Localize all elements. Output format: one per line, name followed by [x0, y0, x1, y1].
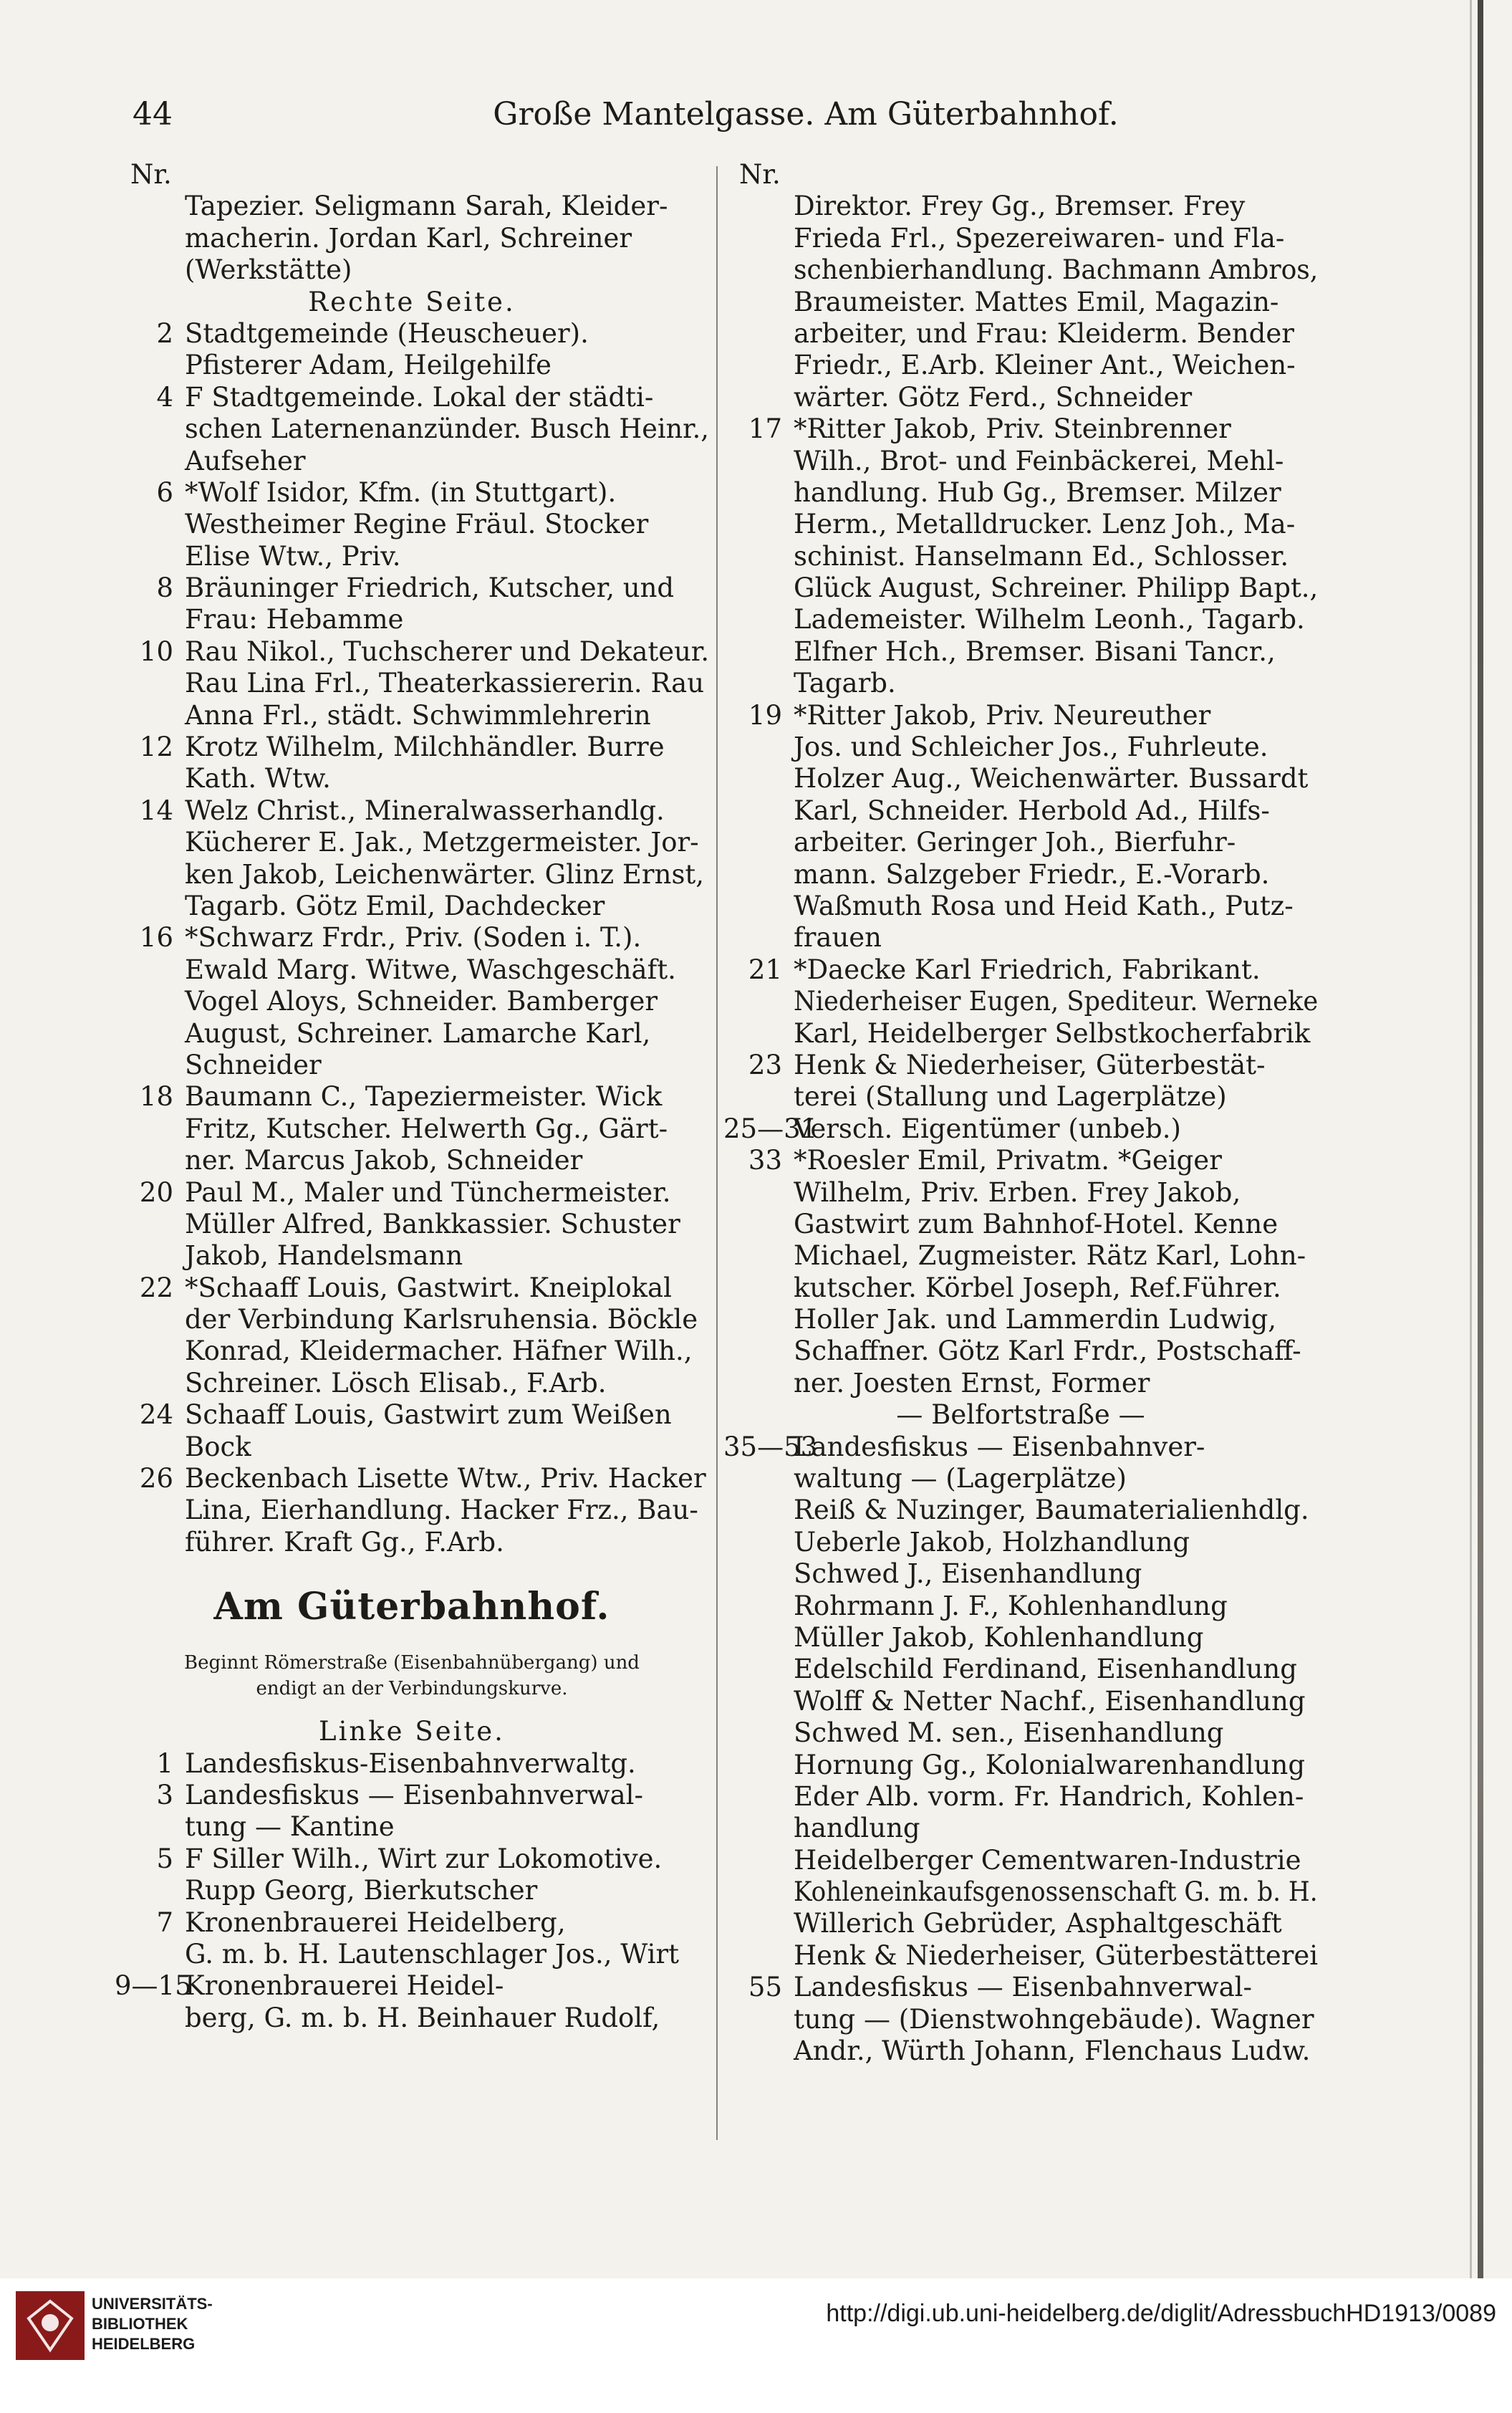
directory-line [115, 668, 709, 699]
directory-line [115, 1811, 709, 1843]
directory-line [723, 700, 1318, 731]
entry-text: Schneider [185, 1049, 322, 1080]
entry-text: Kronenbrauerei Heidel- [185, 1970, 504, 2002]
entry-text: Tagarb. Götz Emil, Dachdecker [185, 890, 605, 921]
directory-line [115, 891, 709, 922]
entry-text: Versch. Eigentümer (unbeb.) [794, 1113, 1181, 1144]
entry-text: Bräuninger Friedrich, Kutscher, und [185, 572, 675, 604]
entry-text: Wilhelm, Priv. Erben. Frey Jakob, [794, 1176, 1241, 1208]
entry-text: Karl, Schneider. Herbold Ad., Hilfs- [794, 795, 1270, 826]
entry-text: Landesfiskus — Eisenbahnverwal- [794, 1972, 1252, 2003]
entry-text: waltung — (Lagerplätze) [794, 1463, 1127, 1495]
directory-line [723, 541, 1318, 572]
entry-text: Frieda Frl., Spezereiwaren- und Fla- [794, 222, 1285, 254]
entry-text: führer. Kraft Gg., F.Arb. [185, 1526, 504, 1558]
entry-text: Landesfiskus-Eisenbahnverwaltg. [185, 1747, 636, 1779]
entry-text: Rau Nikol., Tuchscherer und Dekateur. [185, 635, 710, 667]
directory-line [115, 1081, 709, 1113]
directory-line [115, 1177, 709, 1209]
house-number: 2 [156, 317, 173, 349]
entry-text: *Wolf Isidor, Kfm. (in Stuttgart). [185, 476, 617, 508]
directory-line [115, 350, 709, 381]
entry-text: schinist. Hanselmann Ed., Schlosser. [794, 540, 1289, 572]
entry-text: F Stadtgemeinde. Lokal der städti- [185, 381, 654, 413]
entry-text: Paul M., Maler und Tünchermeister. [185, 1176, 671, 1208]
directory-line [723, 1908, 1318, 1939]
university-seal-icon [16, 2291, 85, 2360]
directory-line [723, 1463, 1318, 1495]
directory-line [115, 477, 709, 509]
entry-text: Jos. und Schleicher Jos., Fuhrleute. [794, 731, 1268, 763]
directory-line [723, 1272, 1318, 1304]
entry-text: handlung. Hub Gg., Bremser. Milzer [794, 476, 1281, 508]
section-title: Am Güterbahnhof. [213, 1585, 610, 1629]
entry-text: G. m. b. H. Lautenschlager Jos., Wirt [185, 1938, 680, 1970]
directory-line [723, 382, 1318, 413]
left-entries [115, 159, 709, 1558]
entry-text: Beckenbach Lisette Wtw., Priv. Hacker [185, 1463, 706, 1495]
directory-line [115, 859, 709, 891]
entry-text: arbeiter. Geringer Joh., Bierfuhr- [794, 827, 1236, 858]
directory-line [723, 1431, 1318, 1463]
directory-line [723, 1845, 1318, 1876]
column-divider [716, 166, 718, 2140]
entry-text: Friedr., E.Arb. Kleiner Ant., Weichen- [794, 350, 1296, 381]
directory-line [723, 1686, 1318, 1717]
directory-line [723, 191, 1318, 222]
entry-text: *Roesler Emil, Privatm. *Geiger [794, 1145, 1222, 1176]
directory-line [723, 668, 1318, 699]
directory-line [115, 795, 709, 827]
entry-text: Tagarb. [794, 668, 896, 699]
entry-text: Kath. Wtw. [185, 763, 331, 795]
directory-line [723, 2035, 1318, 2067]
page-number: 44 [133, 96, 173, 133]
logo-line: UNIVERSITÄTS- [92, 2295, 213, 2313]
entry-text: — Belfortstraße — [896, 1399, 1145, 1431]
directory-line [723, 350, 1318, 381]
entry-text: Müller Alfred, Bankkassier. Schuster [185, 1208, 680, 1239]
directory-line [115, 223, 709, 254]
logo-line: HEIDELBERG [92, 2335, 196, 2353]
entry-text: schenbierhandlung. Bachmann Ambros, [794, 254, 1319, 286]
directory-line [115, 604, 709, 635]
directory-line [723, 1750, 1318, 1781]
directory-line [723, 1940, 1318, 1972]
directory-line [723, 223, 1318, 254]
house-number: 1 [156, 1747, 173, 1779]
house-number: 16 [139, 922, 173, 954]
entry-text: Braumeister. Mattes Emil, Magazin- [794, 286, 1279, 317]
directory-line [723, 2004, 1318, 2035]
directory-line [115, 1209, 709, 1240]
house-number: 4 [156, 381, 173, 413]
directory-line [115, 1875, 709, 1906]
directory-line [723, 1876, 1318, 1908]
left-entries-continued [115, 1716, 709, 2034]
directory-line [115, 763, 709, 795]
directory-line [115, 1907, 709, 1939]
entry-text: kutscher. Körbel Joseph, Ref.Führer. [794, 1272, 1281, 1303]
entry-text: Tapezier. Seligmann Sarah, Kleider- [185, 191, 668, 222]
directory-line [723, 254, 1318, 286]
page-header [133, 92, 1407, 143]
directory-line [723, 1018, 1318, 1050]
directory-line [723, 986, 1318, 1017]
directory-line [115, 1272, 709, 1304]
directory-line [115, 191, 709, 222]
directory-line [723, 1240, 1318, 1272]
entry-text: Rupp Georg, Bierkutscher [185, 1875, 538, 1906]
entry-text: Niederheiser Eugen, Spediteur. Werneke [794, 986, 1319, 1017]
directory-line [723, 1495, 1318, 1526]
entry-text: der Verbindung Karlsruhensia. Böckle [185, 1304, 698, 1335]
directory-line [115, 509, 709, 540]
entry-text: mann. Salzgeber Friedr., E.-Vorarb. [794, 858, 1270, 890]
directory-line [723, 1209, 1318, 1240]
entry-text: Krotz Wilhelm, Milchhändler. Burre [185, 731, 665, 763]
entry-text: Karl, Heidelberger Selbstkocherfabrik [794, 1017, 1311, 1049]
entry-text: *Schwarz Frdr., Priv. (Soden i. T.). [185, 922, 642, 954]
house-number: 8 [156, 572, 173, 604]
directory-line [115, 1304, 709, 1335]
entry-text: Baumann C., Tapeziermeister. Wick [185, 1081, 663, 1113]
entry-text: schen Laternenanzünder. Busch Heinr., [185, 413, 709, 445]
number-column-label [723, 159, 1318, 191]
entry-text: Holler Jak. und Lammerdin Ludwig, [794, 1304, 1277, 1335]
section-intro-line: Beginnt Römerstraße (Eisenbahnübergang) und [184, 1652, 640, 1674]
entry-text: (Werkstätte) [185, 254, 352, 286]
entry-text: Rechte Seite. [308, 286, 516, 317]
entry-text: Landesfiskus — Eisenbahnver- [794, 1431, 1205, 1462]
entry-text: Wilh., Brot- und Feinbäckerei, Mehl- [794, 445, 1284, 476]
directory-line [723, 1177, 1318, 1209]
directory-line [115, 700, 709, 731]
house-number: 6 [156, 476, 173, 508]
directory-line [723, 318, 1318, 350]
section-title-block [115, 1571, 709, 1650]
directory-line [723, 922, 1318, 954]
house-number: 14 [139, 795, 173, 826]
entry-text: Linke Seite. [319, 1716, 505, 1747]
entry-text: tung — Kantine [185, 1811, 395, 1843]
entry-text: Landesfiskus — Eisenbahnverwal- [185, 1779, 643, 1810]
entry-text: ner. Joesten Ernst, Former [794, 1367, 1150, 1399]
entry-text: Schaffner. Götz Karl Frdr., Postschaff- [794, 1335, 1301, 1367]
entry-text: Konrad, Kleidermacher. Häfner Wilh., [185, 1335, 693, 1367]
directory-line [115, 731, 709, 763]
directory-line [115, 1050, 709, 1081]
directory-line [723, 1304, 1318, 1335]
entry-text: Elfner Hch., Bremser. Bisani Tancr., [794, 635, 1276, 667]
entry-text: Frau: Hebamme [185, 604, 404, 635]
entry-text: Ueberle Jakob, Holzhandlung [794, 1526, 1190, 1558]
page-edge [1478, 0, 1483, 2413]
entry-text: arbeiter, und Frau: Kleiderm. Bender [794, 317, 1294, 349]
house-number: 23 [748, 1049, 782, 1080]
house-number: 22 [139, 1272, 173, 1303]
entry-text: Eder Alb. vorm. Fr. Handrich, Kohlen- [794, 1780, 1304, 1812]
directory-line [115, 1431, 709, 1463]
entry-text: *Ritter Jakob, Priv. Neureuther [794, 699, 1211, 731]
entry-text: *Schaaff Louis, Gastwirt. Kneiplokal [185, 1272, 672, 1303]
entry-text: Henk & Niederheiser, Güterbestät- [794, 1049, 1266, 1080]
entry-text: Glück August, Schreiner. Philipp Bapt., [794, 572, 1319, 604]
directory-line [723, 763, 1318, 795]
directory-line [115, 636, 709, 668]
entry-text: Waßmuth Rosa und Heid Kath., Putz- [794, 890, 1294, 921]
entry-text: wärter. Götz Ferd., Schneider [794, 381, 1193, 413]
running-title: Große Mantelgasse. Am Güterbahnhof. [493, 96, 1119, 133]
entry-text: Bock [185, 1431, 251, 1462]
directory-line [723, 1654, 1318, 1685]
house-number: 17 [748, 413, 782, 445]
section-intro-line: endigt an der Verbindungskurve. [256, 1678, 568, 1700]
directory-line [723, 477, 1318, 509]
directory-line [723, 827, 1318, 858]
directory-line [115, 954, 709, 986]
directory-line [115, 1970, 709, 2002]
entry-text: Anna Frl., städt. Schwimmlehrerin [185, 699, 651, 731]
house-number: 21 [748, 954, 782, 985]
entry-text: Schreiner. Lösch Elisab., F.Arb. [185, 1367, 607, 1399]
entry-text: Nr. [130, 159, 172, 190]
house-number: 35—53 [723, 1431, 818, 1462]
directory-line [115, 382, 709, 413]
directory-line [115, 572, 709, 604]
directory-line [723, 1813, 1318, 1844]
house-number: 5 [156, 1843, 173, 1874]
directory-line [723, 1145, 1318, 1176]
house-number: 12 [139, 731, 173, 763]
entry-text: Schwed M. sen., Eisenhandlung [794, 1717, 1224, 1749]
entry-text: Willerich Gebrüder, Asphaltgeschäft [794, 1908, 1282, 1939]
entry-text: Stadtgemeinde (Heuscheuer). [185, 317, 589, 349]
entry-text: frauen [794, 922, 882, 954]
house-number: 9—15 [115, 1970, 192, 2002]
directory-line [115, 827, 709, 858]
directory-line [723, 287, 1318, 318]
entry-text: Reiß & Nuzinger, Baumaterialienhdlg. [794, 1495, 1309, 1526]
entry-text: handlung [794, 1813, 920, 1844]
right-column [723, 159, 1318, 2067]
house-number: 26 [139, 1463, 173, 1495]
directory-line [115, 1113, 709, 1145]
directory-line [115, 1748, 709, 1780]
directory-line [723, 1717, 1318, 1749]
entry-text: Kronenbrauerei Heidelberg, [185, 1906, 566, 1938]
directory-line [115, 1939, 709, 1970]
entry-text: Andr., Würth Johann, Flenchaus Ludw. [794, 2035, 1311, 2067]
directory-line [723, 1081, 1318, 1113]
directory-line [723, 1972, 1318, 2003]
directory-line [723, 954, 1318, 986]
directory-line [723, 572, 1318, 604]
entry-text: Welz Christ., Mineralwasserhandlg. [185, 795, 665, 826]
house-number: 24 [139, 1399, 173, 1431]
entry-text: Schaaff Louis, Gastwirt zum Weißen [185, 1399, 672, 1431]
entry-text: Elise Wtw., Priv. [185, 540, 401, 572]
house-number: 3 [156, 1779, 173, 1810]
directory-line [723, 1335, 1318, 1367]
directory-line [115, 1399, 709, 1431]
entry-text: Michael, Zugmeister. Rätz Karl, Lohn- [794, 1240, 1306, 1272]
entry-text: Rau Lina Frl., Theaterkassiererin. Rau [185, 668, 705, 699]
house-number: 33 [748, 1145, 782, 1176]
library-logo-text [92, 2294, 213, 2354]
entry-text: Hornung Gg., Kolonialwarenhandlung [794, 1749, 1306, 1780]
directory-line [115, 1463, 709, 1495]
entry-text: berg, G. m. b. H. Beinhauer Rudolf, [185, 2002, 660, 2033]
directory-line [115, 986, 709, 1017]
house-number: 7 [156, 1906, 173, 1938]
footer [0, 2278, 1512, 2413]
entry-text: tung — (Dienstwohngebäude). Wagner [794, 2003, 1314, 2035]
directory-line [723, 731, 1318, 763]
entry-text: macherin. Jordan Karl, Schreiner [185, 222, 632, 254]
directory-line [723, 1527, 1318, 1558]
directory-line [115, 922, 709, 954]
directory-line [723, 1558, 1318, 1590]
entry-text: Gastwirt zum Bahnhof-Hotel. Kenne [794, 1208, 1279, 1239]
directory-line [723, 859, 1318, 891]
entry-text: Heidelberger Cementwaren-Industrie [794, 1844, 1301, 1876]
house-number: 55 [748, 1972, 782, 2003]
directory-line [115, 1240, 709, 1272]
entry-text: Jakob, Handelsmann [185, 1240, 463, 1272]
entry-text: Schwed J., Eisenhandlung [794, 1558, 1142, 1590]
house-number: 25—31 [723, 1113, 818, 1144]
entry-text: Kohleneinkaufsgenossenschaft G. m. b. H. [794, 1876, 1318, 1908]
directory-line [723, 1113, 1318, 1145]
directory-line [115, 1527, 709, 1558]
directory-line [723, 891, 1318, 922]
entry-text: Nr. [739, 159, 781, 190]
entry-text: Aufseher [185, 445, 306, 476]
directory-line [723, 795, 1318, 827]
entry-text: *Daecke Karl Friedrich, Fabrikant. [794, 954, 1261, 985]
entry-text: ner. Marcus Jakob, Schneider [185, 1145, 583, 1176]
directory-line [723, 636, 1318, 668]
entry-text: Lina, Eierhandlung. Hacker Frz., Bau- [185, 1495, 698, 1526]
directory-line [115, 1495, 709, 1526]
entry-text: Pfisterer Adam, Heilgehilfe [185, 350, 552, 381]
house-number: 19 [748, 699, 782, 731]
section-intro [115, 1650, 709, 1716]
directory-line [115, 541, 709, 572]
entry-text: ken Jakob, Leichenwärter. Glinz Ernst, [185, 858, 705, 890]
entry-text: Vogel Aloys, Schneider. Bamberger [185, 986, 658, 1017]
source-url-link[interactable]: http://digi.ub.uni-heidelberg.de/diglit/AdressbuchHD1913/0089 [826, 2300, 1496, 2327]
directory-line [115, 1843, 709, 1875]
directory-line [115, 2002, 709, 2034]
entry-text: Kücherer E. Jak., Metzgermeister. Jor- [185, 827, 699, 858]
entry-text: Wolff & Netter Nachf., Eisenhandlung [794, 1685, 1306, 1717]
directory-line [115, 318, 709, 350]
house-number: 20 [139, 1176, 173, 1208]
entry-text: terei (Stallung und Lagerplätze) [794, 1081, 1227, 1113]
side-heading [115, 287, 709, 318]
side-heading [115, 1716, 709, 1747]
directory-line [723, 1622, 1318, 1654]
directory-line [115, 1145, 709, 1176]
number-column-label [115, 159, 709, 191]
directory-line [115, 254, 709, 286]
entry-text: Westheimer Regine Fräul. Stocker [185, 509, 649, 540]
directory-line [723, 509, 1318, 540]
right-entries [723, 159, 1318, 2067]
entry-text: Herm., Metalldrucker. Lenz Joh., Ma- [794, 509, 1296, 540]
directory-line [115, 1368, 709, 1399]
directory-line [723, 1368, 1318, 1399]
entry-text: *Ritter Jakob, Priv. Steinbrenner [794, 413, 1231, 445]
entry-text: Edelschild Ferdinand, Eisenhandlung [794, 1654, 1297, 1685]
directory-line [723, 604, 1318, 635]
directory-line [723, 1050, 1318, 1081]
entry-text: Lademeister. Wilhelm Leonh., Tagarb. [794, 604, 1305, 635]
page-gutter-shadow [1470, 0, 1472, 2413]
directory-line [723, 1781, 1318, 1813]
directory-line [115, 1018, 709, 1050]
directory-line [115, 446, 709, 477]
directory-line [115, 1335, 709, 1367]
directory-line [115, 1780, 709, 1811]
entry-text: Müller Jakob, Kohlenhandlung [794, 1621, 1204, 1653]
entry-text: F Siller Wilh., Wirt zur Lokomotive. [185, 1843, 663, 1874]
entry-text: Fritz, Kutscher. Helwerth Gg., Gärt- [185, 1113, 668, 1144]
logo-line: BIBLIOTHEK [92, 2315, 188, 2333]
directory-line [723, 446, 1318, 477]
house-number: 10 [139, 635, 173, 667]
entry-text: August, Schreiner. Lamarche Karl, [185, 1017, 651, 1049]
entry-text: Holzer Aug., Weichenwärter. Bussardt [794, 763, 1309, 795]
cross-street-heading [723, 1399, 1318, 1431]
house-number: 18 [139, 1081, 173, 1113]
left-column [115, 159, 709, 2034]
entry-text: Direktor. Frey Gg., Bremser. Frey [794, 191, 1246, 222]
directory-line [115, 413, 709, 445]
entry-text: Rohrmann J. F., Kohlenhandlung [794, 1590, 1228, 1621]
directory-line [723, 1591, 1318, 1622]
entry-text: Henk & Niederheiser, Güterbestätterei [794, 1939, 1319, 1971]
directory-line [723, 413, 1318, 445]
entry-text: Ewald Marg. Witwe, Waschgeschäft. [185, 954, 676, 985]
